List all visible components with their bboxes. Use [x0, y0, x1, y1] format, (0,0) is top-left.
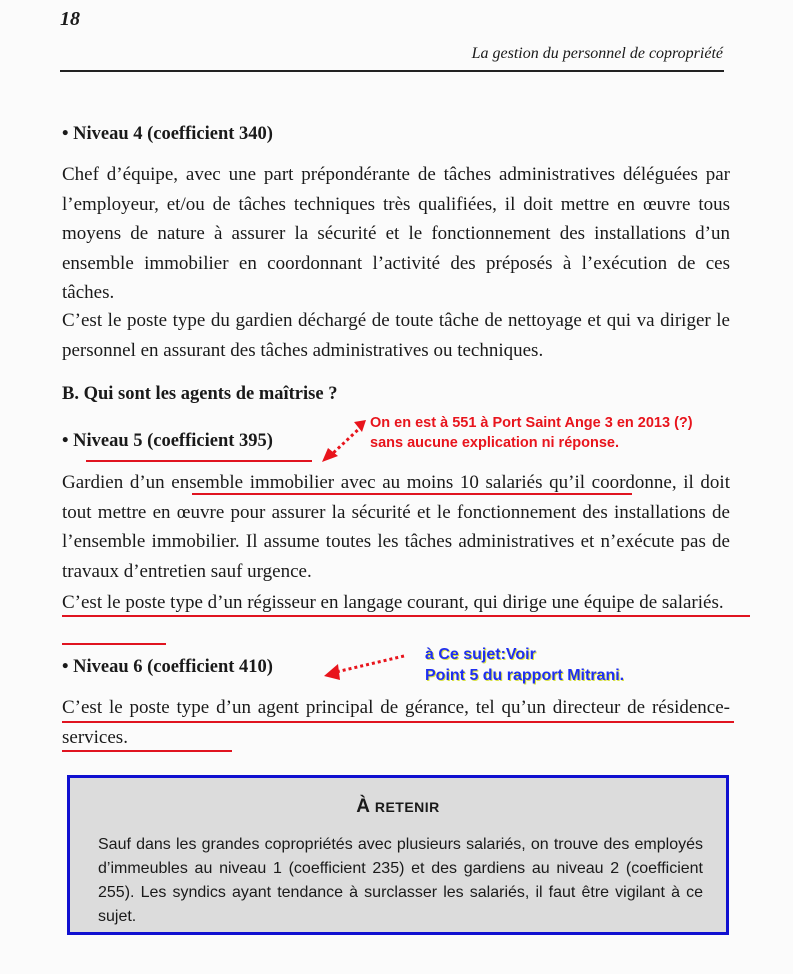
red-dotted-arrow-icon [322, 650, 408, 682]
niveau-4-paragraph-2: C’est le poste type du gardien déchargé de toute tâche de nettoyage et qui va diriger le personnel en assurant des tâches administratives ou techniques. [62, 310, 730, 361]
niveau-5-heading: • Niveau 5 (coefficient 395) [62, 431, 273, 451]
niveau-6-paragraph: C’est le poste type d’un agent principal de gérance, tel qu’un directeur de résidence-services. [62, 697, 730, 748]
retain-title-rest: RETENIR [370, 799, 440, 815]
underline-salaries [62, 643, 166, 645]
retain-text: Sauf dans les grandes copropriétés avec plusieurs salariés, on trouve des employés d’immeubles au niveau 1 (coefficient 235) et des gardiens au niveau 2 (coefficient 255). Les syndics ayant tendance à surclasser les salariés, il faut être vigilant à ce sujet. [98, 836, 703, 925]
niveau-4-paragraph: Chef d’équipe, avec une part prépondérante de tâches administratives déléguées par l’employeur, et/ou de tâches techniques très qualifiées, il doit mettre en œuvre tous moyens de nature à assurer la sécurité et le fonctionnement des installations d’un ensemble immobilier en coordonnant l’activité des préposés à l’exécution de ces tâches. [62, 164, 730, 303]
underline-regisseur [62, 615, 750, 617]
retain-title-initial: À [356, 796, 371, 817]
underline-niveau-5 [86, 460, 312, 462]
niveau-5-paragraph-2: C’est le poste type d’un régisseur en langage courant, qui dirige une équipe de salariés. [62, 592, 724, 613]
blue-annotation-line-2: Point 5 du rapport Mitrani. [425, 667, 625, 684]
red-arrow-icon [318, 418, 368, 464]
section-b-heading: B. Qui sont les agents de maîtrise ? [62, 384, 338, 404]
running-head: La gestion du personnel de copropriété [471, 45, 723, 62]
niveau-6-heading: • Niveau 6 (coefficient 410) [62, 657, 273, 677]
niveau-4-heading: • Niveau 4 (coefficient 340) [62, 124, 273, 144]
retain-box [67, 775, 729, 935]
niveau-5-paragraph: Gardien d’un ensemble immobilier avec au moins 10 salariés qu’il coordonne, il doit tout mettre en œuvre pour assurer la sécurité et le fonctionnement des installations de l’ensemble immobilier. Il assume toutes les tâches administratives et n’exécute pas de travaux d’entretien sauf urgence. [62, 472, 730, 582]
underline-ensemble [192, 493, 632, 495]
retain-title [70, 796, 726, 818]
header-rule [60, 70, 724, 72]
page-number: 18 [60, 8, 80, 30]
blue-annotation-line-1: à Ce sujet:Voir [425, 646, 536, 663]
underline-agent-principal [62, 721, 734, 723]
red-annotation-line-2: sans aucune explication ni réponse. [370, 435, 619, 451]
red-annotation-line-1: On en est à 551 à Port Saint Ange 3 en 2013 (?) [370, 415, 693, 431]
underline-residence [62, 750, 232, 752]
